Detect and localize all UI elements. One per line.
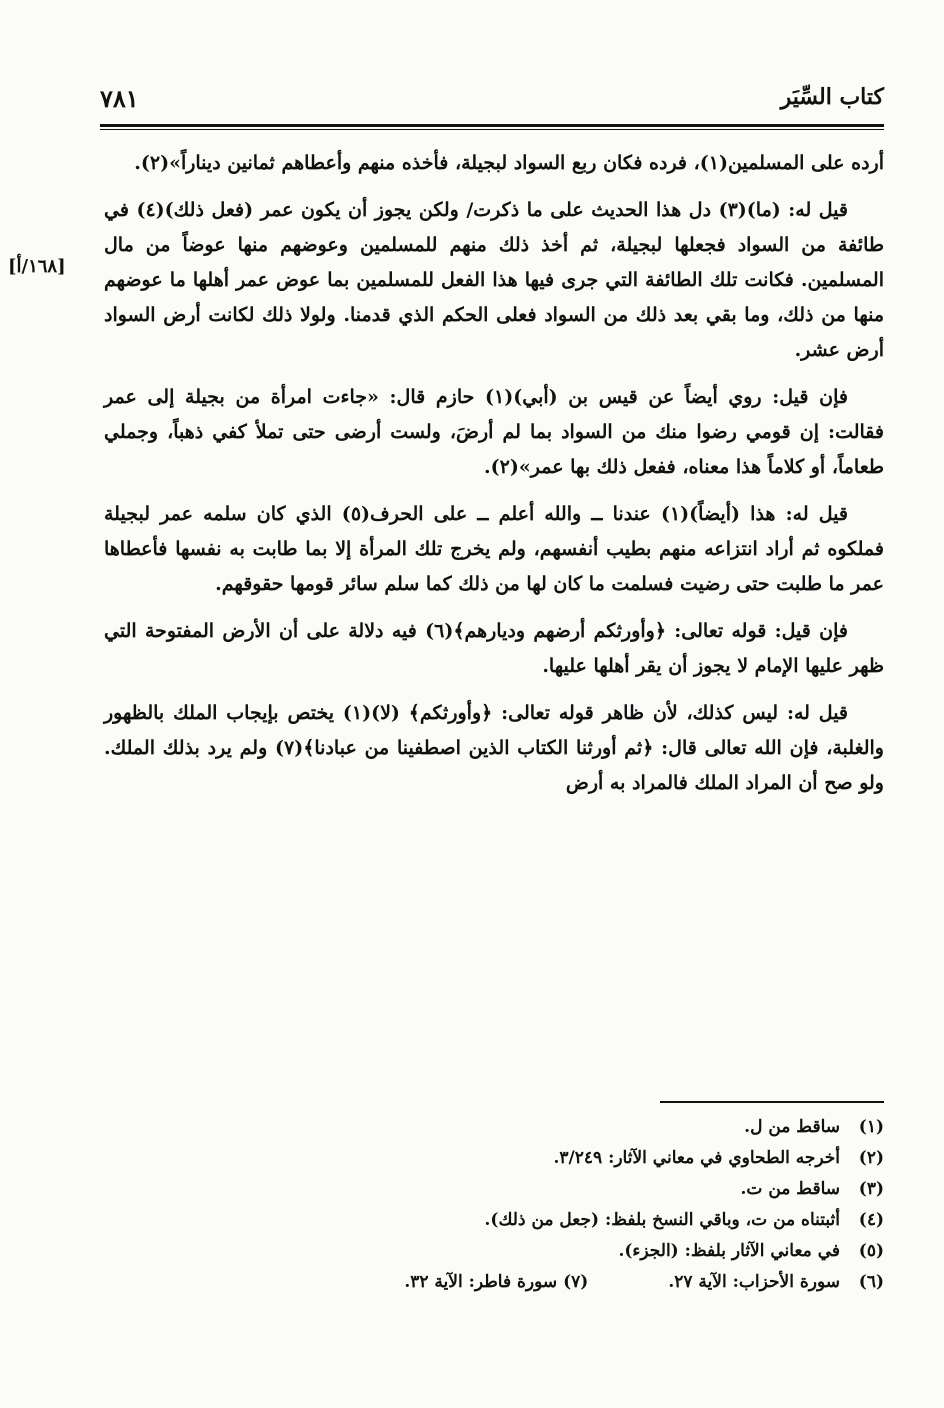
footnotes — [104, 1112, 884, 1298]
footnote-number: (٢) — [858, 1148, 884, 1168]
footnote-number: (٤) — [858, 1210, 884, 1230]
header-rule-thin — [100, 129, 884, 130]
running-title: كتاب السِّيَر — [780, 84, 884, 110]
footnote — [104, 1205, 884, 1236]
footnote-number: (٦) — [858, 1272, 884, 1292]
paragraph: فإن قيل: قوله تعالى: ﴿وأورثكم أرضهم وديارهم﴾(٦) فيه دلالة على أن الأرض المفتوحة التي ظهر عليها الإمام لا يجوز أن يقر أهلها عليها. — [104, 620, 884, 677]
footnote-number: (٧) — [563, 1272, 589, 1292]
footnote-text: ساقط من ل. — [744, 1117, 840, 1137]
paragraph: قيل له: هذا (أيضاً)(١) عندنا ــ والله أعلم ــ على الحرف(٥) الذي كان سلمه عمر لبجيلة فملكوه ثم أراد انتزاعه منهم بطيب أنفسهم، ولم يخرج تلك المرأة إلا بما طابت به نفسها فأعطاها عمر ما طلبت حتى رضيت فسلمت ما كان لها من ذلك كما سلم سائر قومها حقوقهم. — [104, 503, 884, 595]
paragraph: أرده على المسلمين(١)، فرده فكان ربع السواد لبجيلة، فأخذه منهم وأعطاهم ثمانين ديناراً»(٢). — [134, 152, 884, 174]
footnote-number: (١) — [858, 1117, 884, 1137]
header-rule — [100, 124, 884, 127]
footnote-separator — [660, 1101, 884, 1103]
footnote — [104, 1236, 884, 1267]
paragraph: قيل له: ليس كذلك، لأن ظاهر قوله تعالى: ﴿وأورثكم﴾ (لا)(١) يختص بإيجاب الملك بالظهور والغلبة، فإن الله تعالى قال: ﴿ثم أورثنا الكتاب الذين اصطفينا من عبادنا﴾(٧) ولم يرد بذلك الملك. ولو صح أن المراد الملك فالمراد به أرض — [104, 702, 884, 794]
footnote — [104, 1174, 884, 1205]
footnote-text: سورة فاطر: الآية ٣٢. — [404, 1272, 558, 1292]
footnote-text: أخرجه الطحاوي في معاني الآثار: ٣/٢٤٩. — [553, 1148, 840, 1168]
paragraph: فإن قيل: روي أيضاً عن قيس بن (أبي)(١) حازم قال: «جاءت امرأة من بجيلة إلى عمر فقالت: إن قومي رضوا منك من السواد بما لم أرضَ، ولست أرضى حتى تملأ كفي ذهباً، وجملي طعاماً، أو كلاماً هذا معناه، ففعل ذلك بها عمر»(٢). — [104, 386, 884, 478]
main-text — [104, 146, 884, 813]
footnote — [104, 1112, 884, 1143]
footnote-text: أثبتناه من ت، وباقي النسخ بلفظ: (جعل من ذلك). — [484, 1210, 840, 1230]
footnote-text: ساقط من ت. — [740, 1179, 840, 1199]
footnote-number: (٥) — [858, 1241, 884, 1261]
margin-folio-reference: [١٦٨/أ] — [8, 256, 66, 277]
page-number: ٧٨١ — [100, 84, 139, 113]
footnote-pair — [104, 1267, 884, 1298]
footnote — [104, 1143, 884, 1174]
footnote-text: سورة الأحزاب: الآية ٢٧. — [668, 1272, 840, 1292]
page-header — [100, 80, 884, 124]
footnote-text: في معاني الآثار بلفظ: (الجزء). — [618, 1241, 840, 1261]
paragraph: قيل له: (ما)(٣) دل هذا الحديث على ما ذكرت/ ولكن يجوز أن يكون عمر (فعل ذلك)(٤) في طائفة من السواد فجعلها لبجيلة، ثم أخذ ذلك منهم للمسلمين وعوضهم منها عوضاً من مال المسلمين. فكانت تلك الطائفة التي جرى فيها هذا الفعل للمسلمين بما عوض عمر أهلها ما عوضهم منها من ذلك، وما بقي بعد ذلك من السواد فعلى الحكم الذي قدمنا. ولولا ذلك لكانت أرض السواد أرض عشر. — [104, 199, 884, 361]
footnote-number: (٣) — [858, 1179, 884, 1199]
